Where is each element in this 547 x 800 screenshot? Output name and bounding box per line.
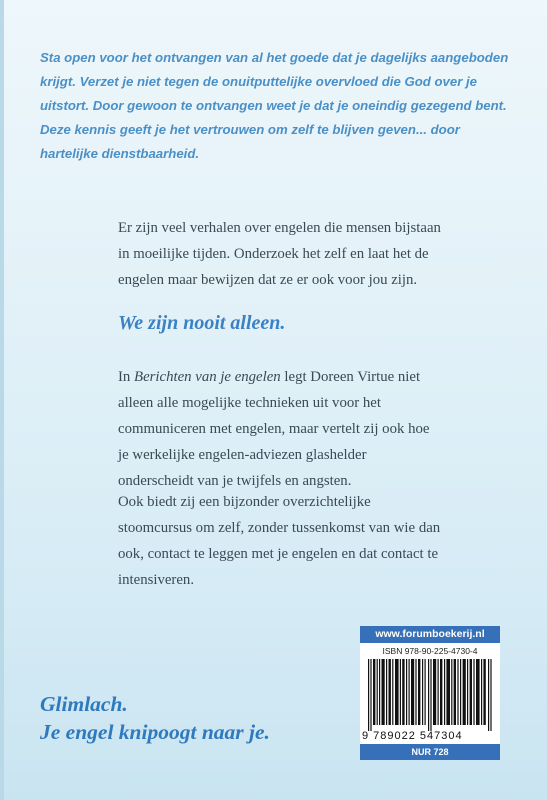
paragraph-angels-stories: Er zijn veel verhalen over engelen die mensen bijstaan in moeilijke tijden. Onderzoek het zelf en laat het de engelen maar bewijzen dat ze er ook voor jou zijn.	[118, 220, 441, 288]
isbn-label: ISBN 978-90-225-4730-4	[382, 646, 478, 656]
closing-text	[40, 690, 270, 746]
barcode	[368, 659, 494, 731]
publisher-website: www.forumboekerij.nl	[360, 626, 500, 643]
book-title: Berichten van je engelen	[134, 369, 281, 385]
paragraph-book-description	[118, 364, 443, 494]
closing-line-1: Glimlach.	[40, 692, 128, 716]
paragraph-rest: legt Doreen Virtue niet alleen alle mogelijke technieken uit voor het communiceren met engelen, maar vertelt zij ook hoe je werkelijke engelen-adviezen glashelder onderscheidt van je twijfels en angsten.	[118, 369, 430, 489]
intro-quote: Sta open voor het ontvangen van al het goede dat je dagelijks aangeboden krijgt. Verzet je niet tegen de onuitputtelijke overvloed die God over je uitstort. Door gewoon te ontvangen weet je dat je oneindig gezegend bent. Deze kennis geeft je het vertrouwen om zelf te blijven geven... door hartelijke dienstbaarheid.	[40, 50, 509, 161]
barcode-digits: 9 789022 547304	[362, 730, 463, 742]
closing-line-2: Je engel knipoogt naar je.	[40, 720, 270, 744]
cover-edge	[0, 0, 4, 800]
paragraph-course: Ook biedt zij een bijzonder overzichtelijke stoomcursus om zelf, zonder tussenkomst van wie dan ook, contact te leggen met je engelen en dat contact te intensiveren.	[118, 494, 441, 588]
paragraph-prefix: In	[118, 369, 135, 385]
nur-code: NUR 728	[360, 744, 500, 760]
tagline: We zijn nooit alleen.	[118, 312, 286, 334]
barcode-panel	[360, 626, 500, 760]
